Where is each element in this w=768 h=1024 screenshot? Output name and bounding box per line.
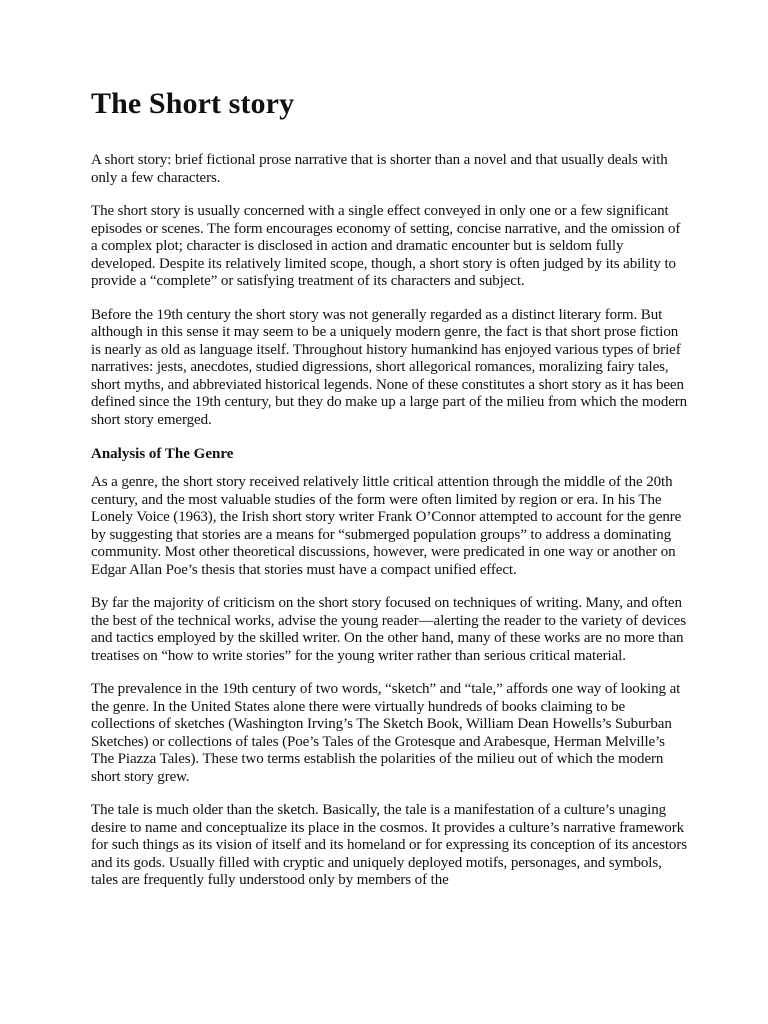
document-title: The Short story [91, 87, 295, 120]
section-heading: Analysis of The Genre [91, 446, 234, 462]
paragraph-history: Before the 19th century the short story was not generally regarded as a distinct literary form. But although in this sense it may seem to be a uniquely modern genre, the fact is that short prose fiction is nearly as old as language itself. Throughout history humankind has enjoyed various types of brief narratives: jests, anecdotes, studied digressions, short allegorical romances, moralizing fairy tales, short myths, and abbreviated historical legends. None of these constitutes a short story as it has been defined since the 19th century, but they do make up a large part of the milieu from which the modern short story emerged. [91, 306, 688, 428]
paragraph-criticism-techniques: By far the majority of criticism on the short story focused on techniques of writing. Many, and often the best of the technical works, advise the young reader—alerting the reader to the variety of devices and tactics employed by the skilled writer. On the other hand, many of these works are no more than treatises on “how to write stories” for the young writer rather than serious critical material. [91, 595, 686, 664]
paragraph-single-effect: The short story is usually concerned with a single effect conveyed in only one or a few significant episodes or scenes. The form encourages economy of setting, concise narrative, and the omission of a complex plot; character is disclosed in action and dramatic encounter but is seldom fully developed. Despite its relatively limited scope, though, a short story is often judged by its ability to provide a “complete” or satisfying treatment of its characters and subject. [91, 203, 681, 289]
paragraph-sketch-and-tale: The prevalence in the 19th century of two words, “sketch” and “tale,” affords one way of looking at the genre. In the United States alone there were virtually hundreds of books claiming to be collections of sketches (Washington Irving’s The Sketch Book, William Dean Howells’s Suburban Sketches) or collections of tales (Poe’s Tales of the Grotesque and Arabesque, Herman Melville’s The Piazza Tales). These two terms establish the polarities of the milieu out of which the modern short story grew. [91, 681, 681, 785]
paragraph-tale-origins: The tale is much older than the sketch. Basically, the tale is a manifestation of a culture’s unaging desire to name and conceptualize its place in the cosmos. It provides a culture’s narrative framework for such things as its vision of itself and its homeland or for expressing its conception of its ancestors and its gods. Usually filled with cryptic and uniquely deployed motifs, personages, and symbols, tales are frequently fully understood only by members of the [91, 802, 687, 888]
paragraph-definition: A short story: brief fictional prose narrative that is shorter than a novel and that usually deals with only a few characters. [91, 152, 668, 186]
paragraph-critical-attention: As a genre, the short story received relatively little critical attention through the middle of the 20th century, and the most valuable studies of the form were often limited by region or era. In his The Lonely Voice (1963), the Irish short story writer Frank O’Connor attempted to account for the genre by suggesting that stories are a means for “submerged population groups” to address a dominating community. Most other theoretical discussions, however, were predicated in one way or another on Edgar Allan Poe’s thesis that stories must have a compact unified effect. [91, 474, 682, 578]
